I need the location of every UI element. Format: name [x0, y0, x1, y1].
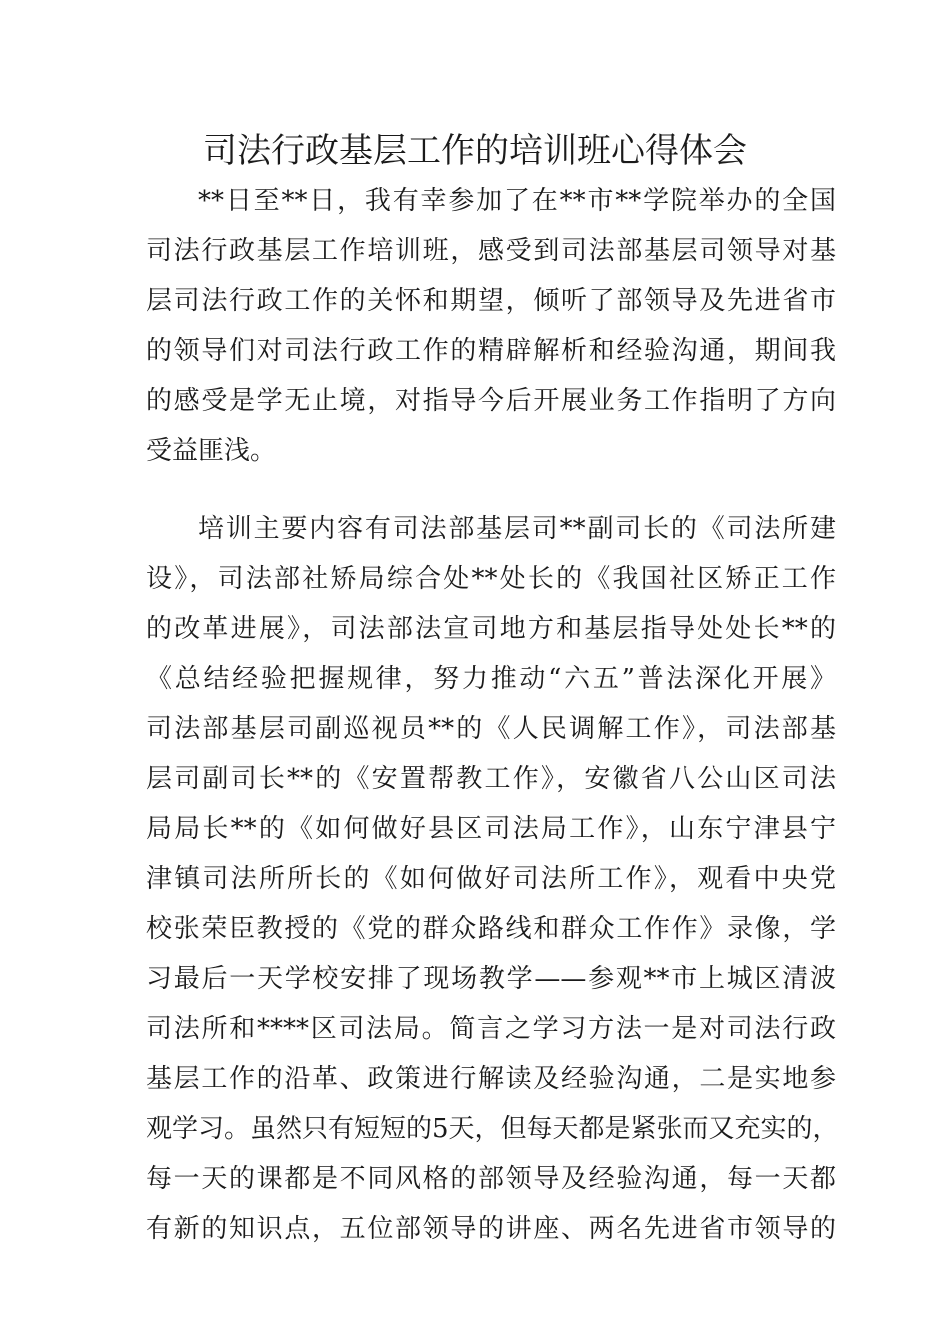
document-body [146, 176, 839, 1254]
text-line: 校张荣臣教授的《党的群众路线和群众工作作》录像，学 [146, 914, 836, 944]
paragraph-gap [146, 476, 836, 504]
paragraph-2 [146, 504, 839, 1254]
text-line: 受益匪浅。 [146, 436, 277, 466]
text-line: 司法部基层司副巡视员**的《人民调解工作》，司法部基 [146, 714, 836, 744]
text-line: **日至**日，我有幸参加了在**市**学院举办的全国 [198, 186, 836, 216]
text-line: 的改革进展》，司法部法宣司地方和基层指导处处长**的 [146, 614, 836, 644]
text-line: 每一天的课都是不同风格的部领导及经验沟通，每一天都 [146, 1164, 836, 1194]
text-line: 司法所和****区司法局。简言之学习方法一是对司法行政 [146, 1014, 836, 1044]
text-line: 观学习。虽然只有短短的5天，但每天都是紧张而又充实的， [146, 1114, 839, 1144]
text-line: 的领导们对司法行政工作的精辟解析和经验沟通，期间我 [146, 336, 836, 366]
document-title: 司法行政基层工作的培训班心得体会 [203, 131, 747, 171]
text-line: 习最后一天学校安排了现场教学——参观**市上城区清波 [146, 964, 836, 994]
text-line: 司法行政基层工作培训班，感受到司法部基层司领导对基 [146, 236, 836, 266]
text-line: 培训主要内容有司法部基层司**副司长的《司法所建 [198, 514, 836, 544]
text-line: 《总结经验把握规律，努力推动“六五”普法深化开展》 [146, 664, 836, 694]
text-line: 津镇司法所所长的《如何做好司法所工作》，观看中央党 [146, 864, 836, 894]
text-line: 基层工作的沿革、政策进行解读及经验沟通，二是实地参 [146, 1064, 836, 1094]
text-line: 层司法行政工作的关怀和期望，倾听了部领导及先进省市 [146, 286, 836, 316]
text-line: 层司副司长**的《安置帮教工作》，安徽省八公山区司法 [146, 764, 836, 794]
text-line: 局局长**的《如何做好县区司法局工作》，山东宁津县宁 [146, 814, 836, 844]
text-line: 有新的知识点，五位部领导的讲座、两名先进省市领导的 [146, 1214, 836, 1244]
text-line: 设》，司法部社矫局综合处**处长的《我国社区矫正工作 [146, 564, 836, 594]
paragraph-1 [146, 176, 836, 476]
text-line: 的感受是学无止境，对指导今后开展业务工作指明了方向 [146, 386, 836, 416]
